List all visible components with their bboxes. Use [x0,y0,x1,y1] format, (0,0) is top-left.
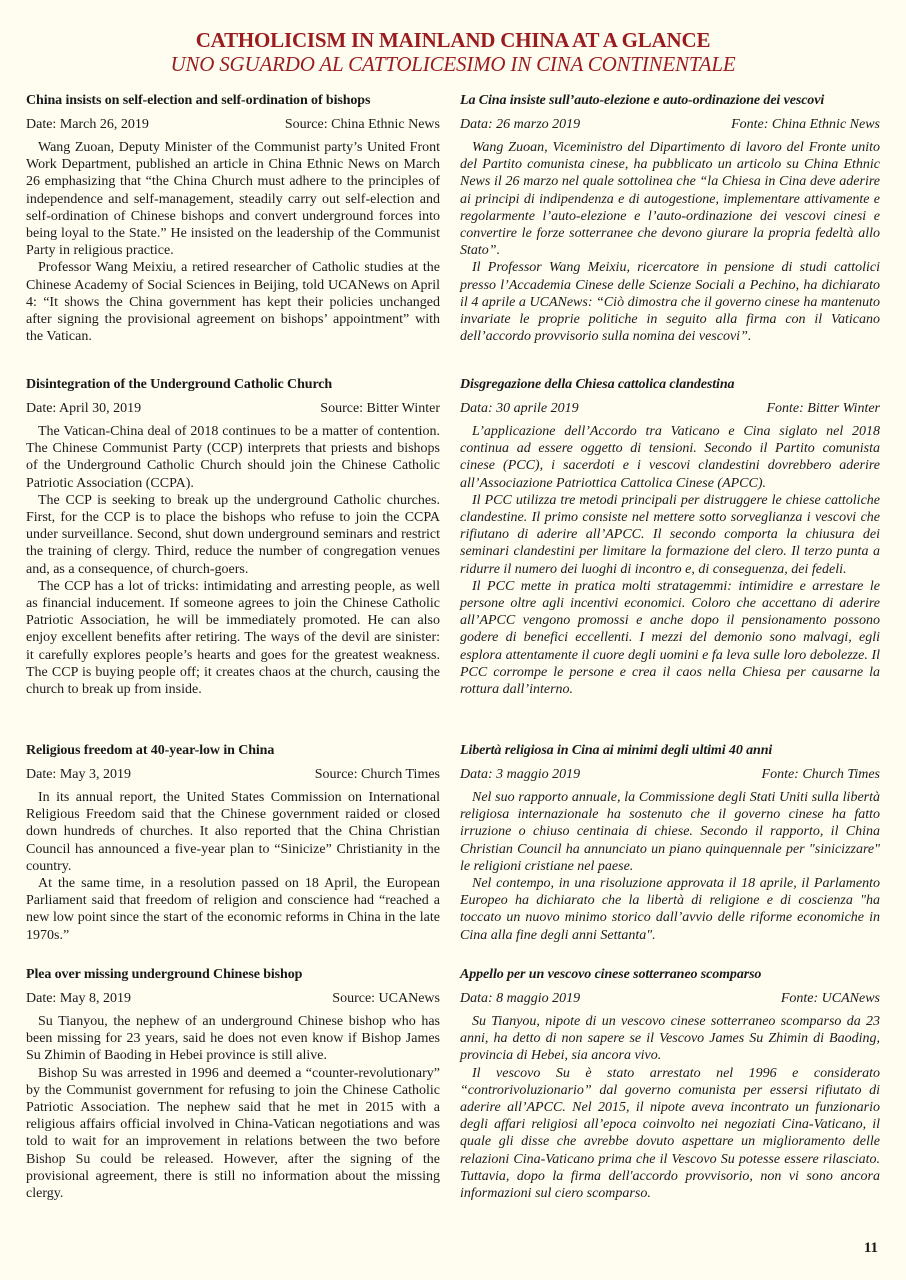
article-it-1 [460,92,880,345]
article-date: Date: March 26, 2019 [26,117,149,132]
article-source: Fonte: Bitter Winter [766,401,880,416]
article-date: Date: May 8, 2019 [26,991,131,1006]
article-title: La Cina insiste sull’auto-elezione e auto-ordinazione dei vescovi [460,93,825,108]
article-date: Data: 30 aprile 2019 [460,401,579,416]
article-paragraph: Bishop Su was arrested in 1996 and deemed a “counter-revolutionary” by the Communist government for refusing to join the Chinese Catholic Patriotic Association. The nephew said that he met in 2015 with a religious affairs official involved in China-Vatican negotiations and was told to wait for an improvement in relations between the two before Bishop Su could be released. However, after the signing of the provisional agreement, there is still no information about the missing clergy. [26,1065,440,1202]
article-en-4 [26,966,440,1202]
article-source: Source: China Ethnic News [284,117,440,132]
article-title: China insists on self-election and self-ordination of bishops [26,93,371,108]
article-source: Source: Church Times [314,767,440,782]
article-it-4 [460,966,880,1202]
article-paragraph: Wang Zuoan, Viceministro del Dipartimento di lavoro del Fronte unito del Partito comunista cinese, ha pubblicato un articolo su China Ethnic News il 26 marzo nel quale sottolinea che “la Chiesa in Cina deve aderire ai principi di indipendenza e di autogestione, implementare attivamente e regolarmente l’auto-elezione e l’auto-ordinazione dei vescovi cinesi e convertire le forze sotterranee che devono giurare la propria fedeltà allo Stato”. [460,140,880,259]
article-source: Source: UCANews [332,991,440,1006]
article-paragraph: Su Tianyou, the nephew of an underground Chinese bishop who has been missing for 23 years, said he does not even know if Bishop James Su Zhimin of Baoding in Hebei province is still alive. [26,1014,440,1064]
article-title: Disgregazione della Chiesa cattolica clandestina [460,377,735,392]
article-paragraph: Nel contempo, in una risoluzione approvata il 18 aprile, il Parlamento Europeo ha dichiarato che la libertà di religione e di coscienza "ha toccato un nuovo minimo storico dall’avvio delle riforme economiche in Cina alla fine degli anni Settanta". [460,876,880,943]
page-number: 11 [863,1240,878,1256]
article-date: Date: April 30, 2019 [26,401,142,416]
article-paragraph: Il Professor Wang Meixiu, ricercatore in pensione di studi cattolici presso l’Accademia Cinese delle Scienze Sociali a Pechino, ha dichiarato il 4 aprile a UCANews: “Ciò dimostra che il governo cinese ha mantenuto invariate le proprie politiche in seguito alla firma con il Vaticano dell’accordo provvisorio sulla nomina dei vescovi”. [460,260,880,345]
article-date: Data: 3 maggio 2019 [460,767,581,782]
article-paragraph: In its annual report, the United States Commission on International Religious Freedom said that the Chinese government raided or closed down hundreds of churches. It also reported that the China Christian Council has announced a five-year plan to “Sinicize” Christianity in the country. [26,790,440,874]
article-en-3 [26,742,440,944]
article-paragraph: Professor Wang Meixiu, a retired researcher of Catholic studies at the Chinese Academy of Social Sciences in Beijing, told UCANews on April 4: “It shows the China government has kept their policies unchanged after signing the provisional agreement on bishops’ appointment” with the Vatican. [26,260,440,345]
article-date: Date: May 3, 2019 [26,767,131,782]
article-date: Data: 26 marzo 2019 [460,117,581,132]
article-paragraph: Wang Zuoan, Deputy Minister of the Communist party’s United Front Work Department, published an article in China Ethnic News on March 26 emphasizing that “the China Church must adhere to the principles of independence and self-management, steadily carry out self-election and self-ordination of Chinese bishops and convert underground forces into being loyal to the State.” He insisted on the leadership of the Communist Party in religious practice. [26,140,440,259]
article-source: Fonte: UCANews [780,991,880,1006]
article-title: Disintegration of the Underground Catholic Church [26,377,333,392]
article-en-1 [26,92,440,345]
article-en-2 [26,376,440,698]
article-paragraph: Il PCC utilizza tre metodi principali per distruggere le chiese cattoliche clandestine. Il primo consiste nel mettere sotto sorveglianza i vescovi che rifiutano di aderire all’APCC. Il secondo comporta la chiusura dei seminari clandestini per limitare la formazione del clero. Il terzo punta a ridurre il numero dei luoghi di incontro e, di conseguenza, dei fedeli. [460,492,880,577]
article-paragraph: The Vatican-China deal of 2018 continues to be a matter of contention. The Chinese Communist Party (CCP) interprets that priests and bishops of the Underground Catholic Church should join the Chinese Catholic Patriotic Association (CCPA). [26,424,440,491]
article-it-2 [460,376,880,698]
page-header [0,28,906,76]
article-source: Source: Bitter Winter [320,401,440,416]
page-title-english: CATHOLICISM IN MAINLAND CHINA AT A GLANCE [195,28,711,52]
article-title: Plea over missing underground Chinese bishop [26,967,303,982]
article-source: Fonte: Church Times [761,767,880,782]
article-title: Libertà religiosa in Cina ai minimi degli ultimi 40 anni [460,743,773,758]
article-paragraph: Il vescovo Su è stato arrestato nel 1996 e considerato “controrivoluzionario” dal governo comunista per essersi rifiutato di aderire all’APCC. Nel 2015, il nipote aveva incontrato un funzionario degli affari religiosi all’epoca coinvolto nei negoziati Cina-Vaticano, il quale gli disse che avrebbe dovuto aspettare un miglioramento delle relazioni Cina-Vaticano prima che il Vescovo Su potesse essere rilasciato. Tuttavia, dopo la firma dell'accordo provvisorio, non vi sono ancora informazioni sul ciero scomparso. [460,1065,880,1202]
article-paragraph: Su Tianyou, nipote di un vescovo cinese sotterraneo scomparso da 23 anni, ha detto di non sapere se il Vescovo James Su Zhimin di Baoding, provincia di Hebei, sia ancora vivo. [460,1014,880,1064]
article-source: Fonte: China Ethnic News [731,117,880,132]
article-it-3 [460,742,880,944]
article-paragraph: Nel suo rapporto annuale, la Commissione degli Stati Uniti sulla libertà religiosa internazionale ha sostenuto che il governo cinese ha fatto irruzione o chiuso centinaia di chiese. Secondo il rapporto, il China Christian Council ha annunciato un piano quinquennale per "sinicizzare" le religioni cristiane nel paese. [460,790,880,874]
article-paragraph: Il PCC mette in pratica molti stratagemmi: intimidire e arrestare le persone oltre agli incentivi economici. Coloro che accettano di aderire all’APCC vengono promossi e anche dopo il pensionamento possono godere di benefici eccellenti. I mezzi del demonio sono malvagi, egli esplora attentamente il cuore degli uomini e fa leva sulle loro debolezze. Il PCC corrompe le persone e crea il caos nella Chiesa per causarne la rottura dall’interno. [460,578,880,698]
article-paragraph: The CCP has a lot of tricks: intimidating and arresting people, as well as financial inducement. If someone agrees to join the Chinese Catholic Patriotic Association, he will be immediately promoted. He can also enjoy excellent benefits after retiring. The ways of the devil are sinister: it carefully explores people’s hearts and goes for the greatest weakness. The CCP is buying people off; it creates chaos at the church, causing the church to break up from inside. [26,578,440,698]
article-paragraph: At the same time, in a resolution passed on 18 April, the European Parliament said that freedom of religion and conscience had “reached a new low point since the start of the economic reforms in China in the late 1970s.” [26,876,440,943]
page-title-italian: UNO SGUARDO AL CATTOLICESIMO IN CINA CONTINENTALE [170,52,736,76]
article-paragraph: The CCP is seeking to break up the underground Catholic churches. First, for the CCP is to place the bishops who refuse to join the CCPA under surveillance. Second, shut down underground seminars and restrict the training of clergy. Third, reduce the number of congregation venues and, as a consequence, of church-goers. [26,492,440,577]
article-date: Data: 8 maggio 2019 [460,991,581,1006]
article-title: Appello per un vescovo cinese sotterraneo scomparso [460,967,762,982]
article-title: Religious freedom at 40-year-low in China [26,743,275,758]
article-paragraph: L’applicazione dell’Accordo tra Vaticano e Cina siglato nel 2018 continua ad essere oggetto di tensioni. Secondo il Partito comunista cinese (PCC), i sacerdoti e i vescovi clandestini dovrebbero aderire all’Associazione Patriottica Cattolica Cinese (APCC). [460,424,880,491]
